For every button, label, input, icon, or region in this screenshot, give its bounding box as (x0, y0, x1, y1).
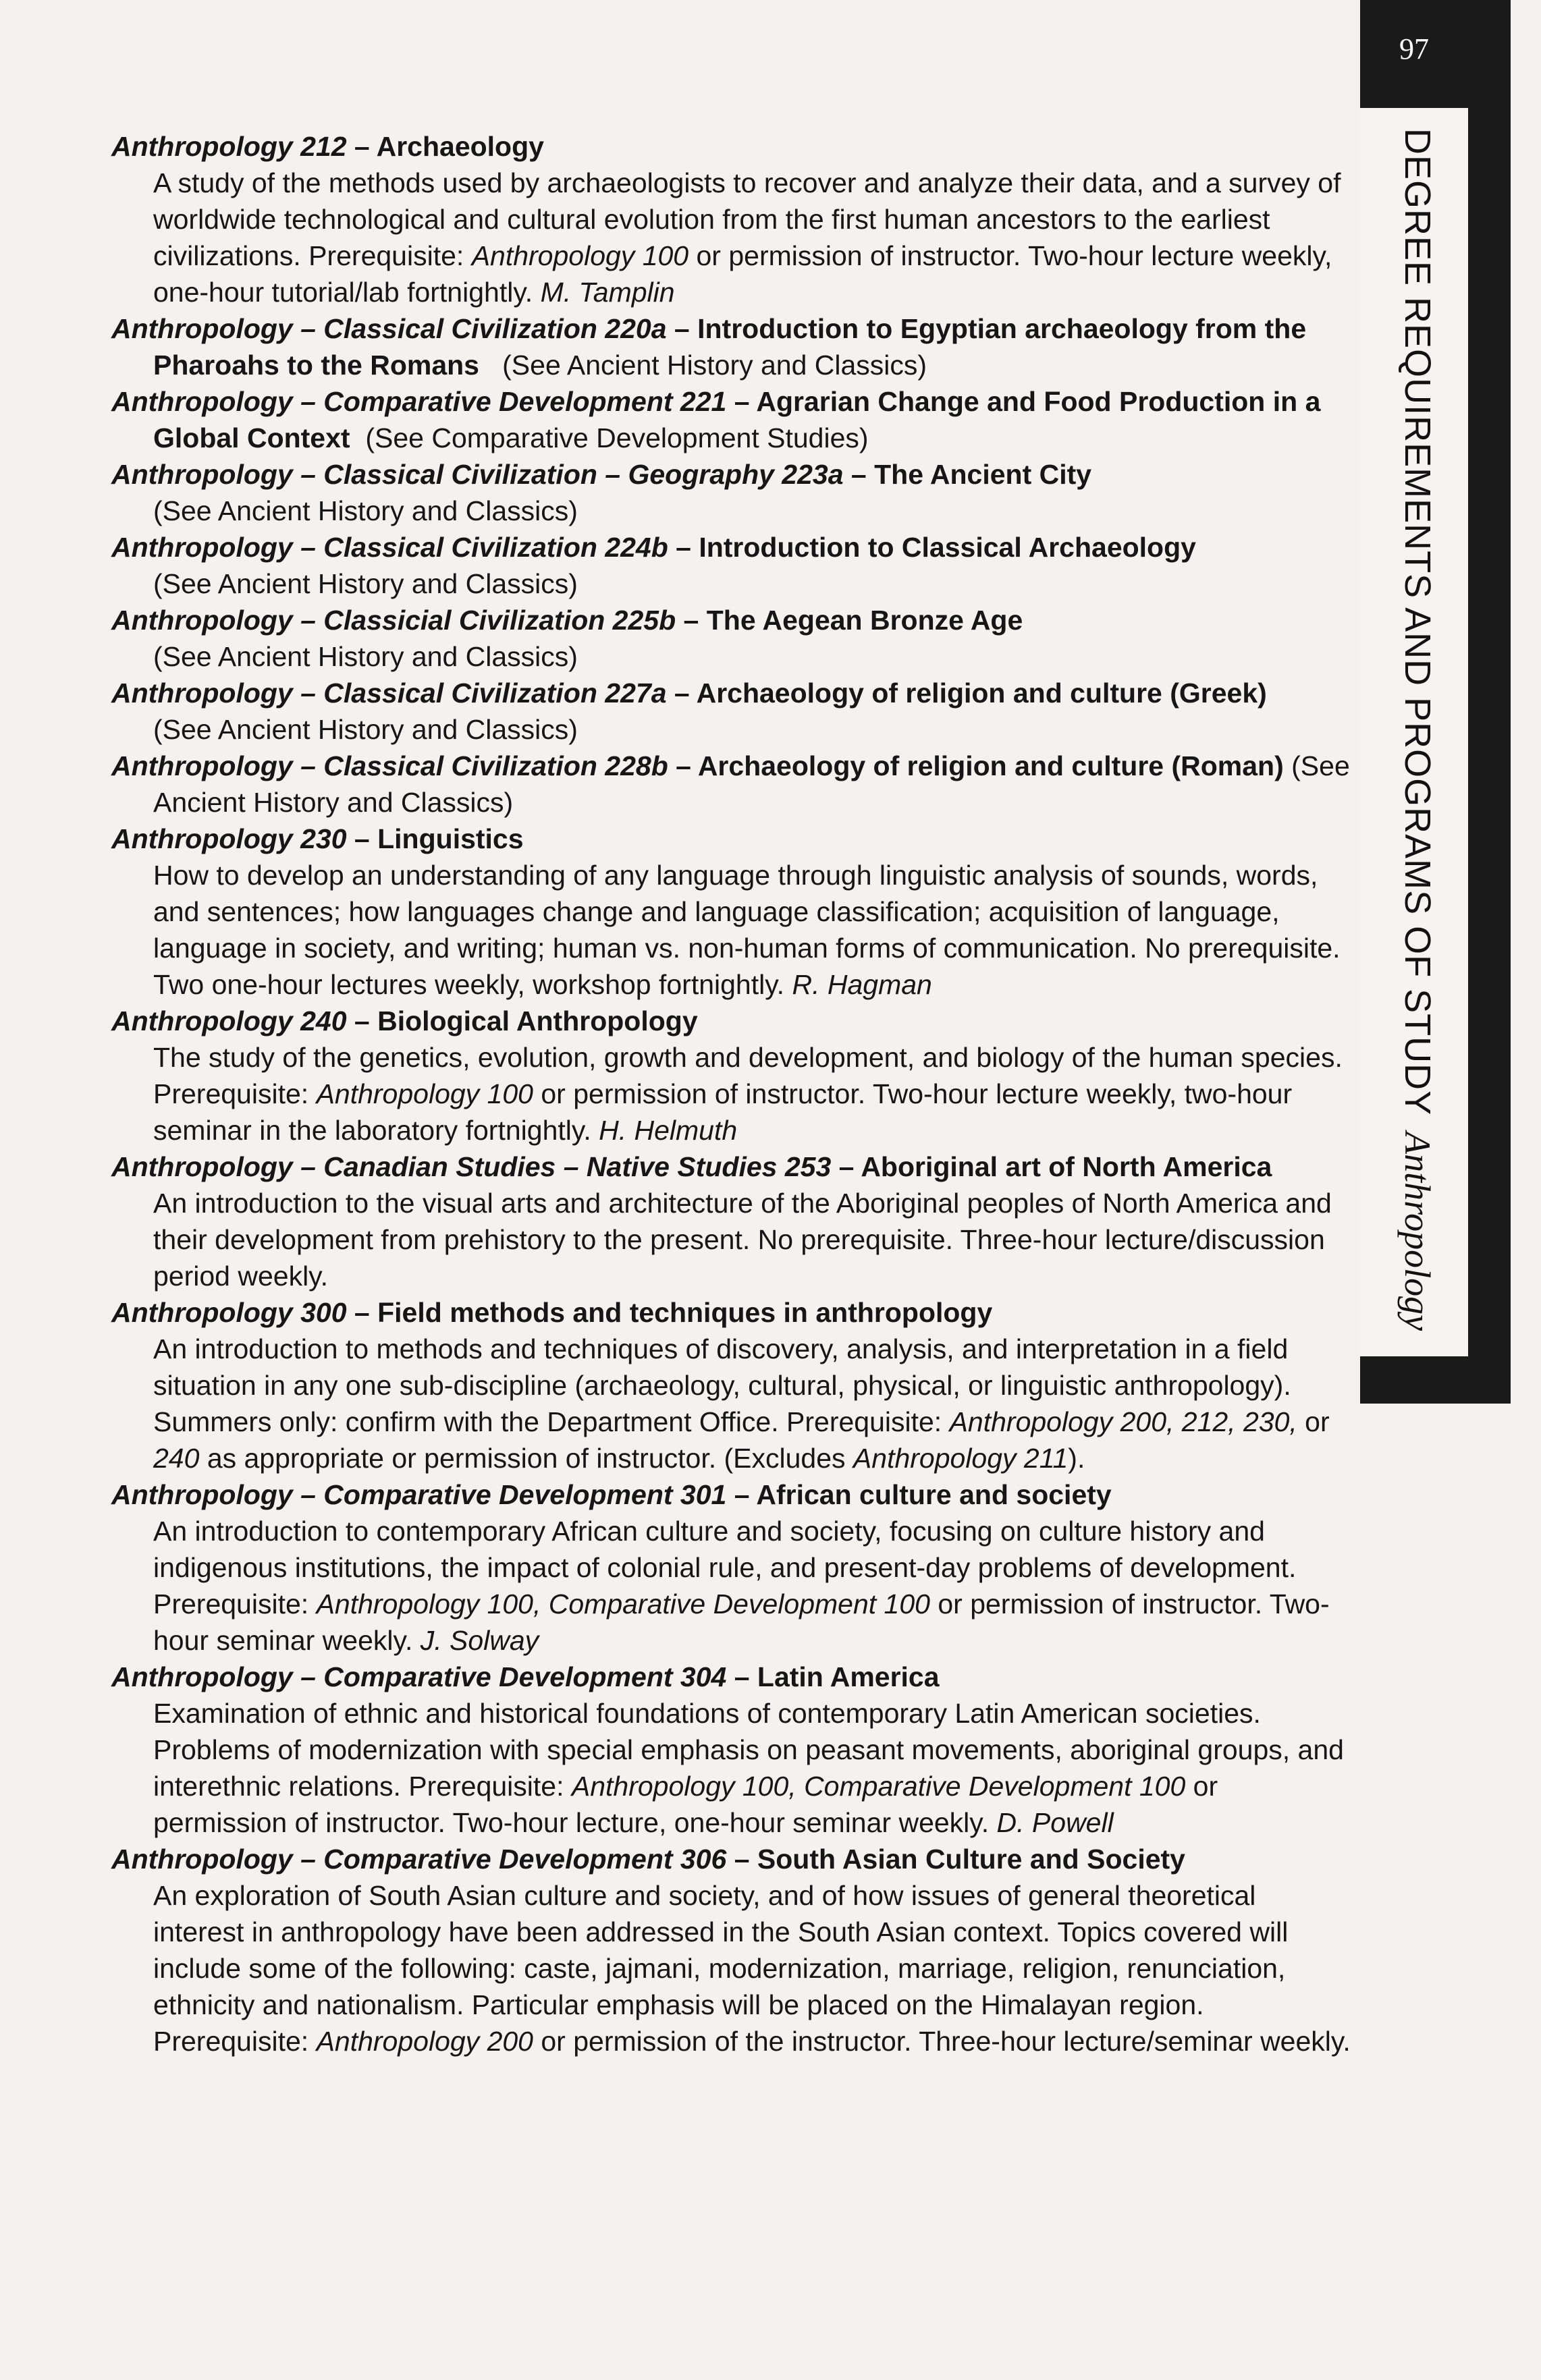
description-text: or permission of instructor. Two-hour lecture weekly, one-hour tutorial/lab fortnightly. (153, 240, 1332, 308)
course-heading (111, 128, 1353, 165)
heading-separator: – (726, 1844, 757, 1875)
italic-text: R. Hagman (792, 969, 932, 1000)
italic-text: Anthropology 100, Comparative Development 100 (571, 1771, 1186, 1802)
course-entry (111, 748, 1356, 821)
description-text: as appropriate or permission of instructor. (Excludes (199, 1443, 853, 1474)
page-number: 97 (1399, 32, 1429, 65)
italic-text: Anthropology 100 (471, 240, 689, 271)
description-text: or (1297, 1406, 1330, 1437)
description-text: or permission of the instructor. Three-hour lecture/seminar weekly. (533, 2026, 1351, 2057)
course-heading (111, 529, 1353, 565)
course-heading (111, 748, 1356, 821)
description-text: Examination of ethnic and historical foundations of contemporary Latin American societies. Problems of modernization with special emphasis on peasant movements, aboriginal groups, and interethnic relations. Prerequisite: (153, 1698, 1344, 1802)
course-list (111, 128, 1356, 2059)
course-code: Anthropology 230 (111, 823, 347, 854)
italic-text: Anthropology 100 (316, 1078, 533, 1109)
course-entry (111, 602, 1353, 675)
course-heading (111, 1841, 1353, 1877)
heading-separator: – (668, 532, 699, 563)
course-entry (111, 1003, 1353, 1149)
description-text: or permission of instructor. Two-hour lecture weekly, two-hour seminar in the laboratory fortnightly. (153, 1078, 1293, 1146)
course-title: The Ancient City (874, 459, 1092, 490)
spine-label (1394, 128, 1441, 1331)
course-code: Anthropology – Classical Civilization 224b (111, 532, 668, 563)
course-description (111, 565, 1353, 602)
course-heading (111, 1003, 1353, 1039)
description-text: (See Ancient History and Classics) (153, 568, 578, 599)
heading-separator: – (726, 1479, 757, 1510)
course-title: Archaeology (376, 131, 544, 162)
course-description (111, 638, 1353, 675)
italic-text: M. Tamplin (540, 277, 675, 308)
heading-separator: – (726, 386, 757, 417)
course-code: Anthropology – Classical Civilization 220a (111, 313, 667, 344)
course-title: Aboriginal art of North America (861, 1151, 1272, 1182)
course-title: Introduction to Classical Archaeology (699, 532, 1196, 563)
course-title: Archaeology of religion and culture (Roman) (697, 750, 1284, 781)
course-heading (111, 1659, 1353, 1695)
course-entry (111, 1476, 1353, 1659)
heading-separator: – (346, 1297, 378, 1328)
italic-text: D. Powell (996, 1807, 1114, 1838)
course-entry (111, 1149, 1353, 1294)
course-description (111, 1695, 1353, 1841)
course-code: Anthropology 240 (111, 1005, 347, 1036)
course-code: Anthropology 212 (111, 131, 347, 162)
course-description (111, 493, 1353, 529)
description-text: How to develop an understanding of any language through linguistic analysis of sounds, words, and sentences; how languages change and language classification; acquisition of language, language in society, and writing; human vs. non-human forms of communication. No prerequisite. Two one-hour lectures weekly, workshop fortnightly. (153, 860, 1341, 1000)
department-name: Anthropology (1397, 1132, 1438, 1331)
italic-text: Anthropology 211 (853, 1443, 1069, 1474)
heading-separator: – (831, 1151, 861, 1182)
course-code: Anthropology – Canadian Studies – Native Studies 253 (111, 1151, 832, 1182)
heading-separator: – (668, 750, 698, 781)
course-heading (111, 1149, 1353, 1185)
description-text: (See Ancient History and Classics) (153, 495, 578, 526)
course-heading (111, 1476, 1353, 1513)
course-description (111, 1331, 1353, 1476)
description-text: or permission of instructor. Two-hour seminar weekly. (153, 1588, 1330, 1656)
description-text: (See Ancient History and Classics) (153, 641, 578, 672)
italic-text: H. Helmuth (599, 1115, 738, 1146)
course-code: Anthropology – Comparative Development 306 (111, 1844, 727, 1875)
course-entry (111, 383, 1353, 456)
course-heading (111, 310, 1353, 383)
course-code: Anthropology – Classical Civilization 228b (111, 750, 668, 781)
course-code: Anthropology – Comparative Development 301 (111, 1479, 727, 1510)
heading-separator: – (346, 131, 377, 162)
description-text: The study of the genetics, evolution, growth and development, and biology of the human species. Prerequisite: (153, 1042, 1343, 1109)
description-text: An introduction to the visual arts and architecture of the Aboriginal peoples of North America and their development from prehistory to the present. No prerequisite. Three-hour lecture/discussion period weekly. (153, 1188, 1332, 1292)
course-heading (111, 821, 1353, 857)
course-entry (111, 1659, 1353, 1841)
course-title: African culture and society (756, 1479, 1112, 1510)
course-title: Linguistics (377, 823, 524, 854)
heading-separator: – (726, 1661, 757, 1692)
description-text: or permission of instructor. Two-hour lecture, one-hour seminar weekly. (153, 1771, 1218, 1838)
description-text: An introduction to methods and techniques of discovery, analysis, and interpretation in a field situation in any one sub-discipline (archaeology, cultural, physical, or linguistic anthropology). Summers only: confirm with the Department Office. Prerequisite: (153, 1333, 1291, 1437)
heading-separator: – (666, 677, 697, 709)
italic-text: Anthropology 100, Comparative Development 100 (316, 1588, 930, 1620)
description-text: An exploration of South Asian culture and society, and of how issues of general theoretical interest in anthropology have been addressed in the South Asian context. Topics covered will include some of the following: caste, jajmani, modernization, marriage, religion, renunciation, ethnicity and nationalism. Particular emphasis will be placed on the Himalayan region. Prerequisite: (153, 1880, 1289, 2057)
heading-separator: – (676, 605, 707, 636)
course-description (111, 1039, 1353, 1149)
description-text: An introduction to contemporary African culture and society, focusing on culture history and indigenous institutions, the impact of colonial rule, and present-day problems of development. Prerequisite: (153, 1516, 1297, 1620)
course-entry (111, 529, 1353, 602)
course-entry (111, 1294, 1353, 1476)
heading-separator: – (843, 459, 875, 490)
course-title: Biological Anthropology (377, 1005, 698, 1036)
section-spine (1360, 108, 1468, 1356)
course-description (111, 1513, 1353, 1659)
course-entry (111, 1841, 1353, 2059)
course-title: Agrarian Change and Food Production in a Global Context (153, 386, 1321, 453)
course-code: Anthropology – Classicial Civilization 225b (111, 605, 676, 636)
course-heading (111, 456, 1353, 493)
course-heading (111, 383, 1353, 456)
course-code: Anthropology – Comparative Development 304 (111, 1661, 727, 1692)
description-text: A study of the methods used by archaeologists to recover and analyze their data, and a survey of worldwide technological and cultural evolution from the first human ancestors to the earliest civilizations. Prerequisite: (153, 167, 1341, 271)
description-text: ). (1068, 1443, 1085, 1474)
course-title: The Aegean Bronze Age (706, 605, 1023, 636)
course-entry (111, 128, 1353, 310)
course-description (111, 711, 1353, 748)
italic-text: 240 (153, 1443, 200, 1474)
course-code: Anthropology – Comparative Development 221 (111, 386, 727, 417)
heading-separator: – (346, 823, 378, 854)
italic-text: J. Solway (420, 1625, 539, 1656)
course-entry (111, 456, 1353, 529)
description-text: (See Ancient History and Classics) (153, 714, 578, 745)
course-code: Anthropology – Classical Civilization – Geography 223a (111, 459, 844, 490)
course-description (111, 857, 1353, 1003)
course-code: Anthropology 300 (111, 1297, 347, 1328)
course-entry (111, 310, 1353, 383)
course-description (111, 165, 1353, 310)
course-title: Introduction to Egyptian archaeology from the Pharoahs to the Romans (153, 313, 1307, 381)
italic-text: Anthropology 200, 212, 230, (949, 1406, 1297, 1437)
heading-separator: – (666, 313, 698, 344)
course-title: Archaeology of religion and culture (Greek) (696, 677, 1267, 709)
course-heading (111, 602, 1353, 638)
course-title: Latin America (757, 1661, 940, 1692)
course-entry (111, 675, 1353, 748)
section-title: DEGREE REQUIREMENTS AND PROGRAMS OF STUDY (1397, 128, 1438, 1116)
cross-reference-note: (See Comparative Development Studies) (350, 422, 869, 453)
course-description (111, 1185, 1353, 1294)
course-title: South Asian Culture and Society (757, 1844, 1185, 1875)
heading-separator: – (346, 1005, 378, 1036)
course-heading (111, 675, 1353, 711)
course-description (111, 1877, 1353, 2059)
course-heading (111, 1294, 1353, 1331)
course-entry (111, 821, 1353, 1003)
course-title: Field methods and techniques in anthropology (377, 1297, 993, 1328)
course-code: Anthropology – Classical Civilization 227a (111, 677, 667, 709)
italic-text: Anthropology 200 (316, 2026, 533, 2057)
cross-reference-note: (See Ancient History and Classics) (153, 750, 1356, 818)
cross-reference-note: (See Ancient History and Classics) (479, 350, 927, 381)
